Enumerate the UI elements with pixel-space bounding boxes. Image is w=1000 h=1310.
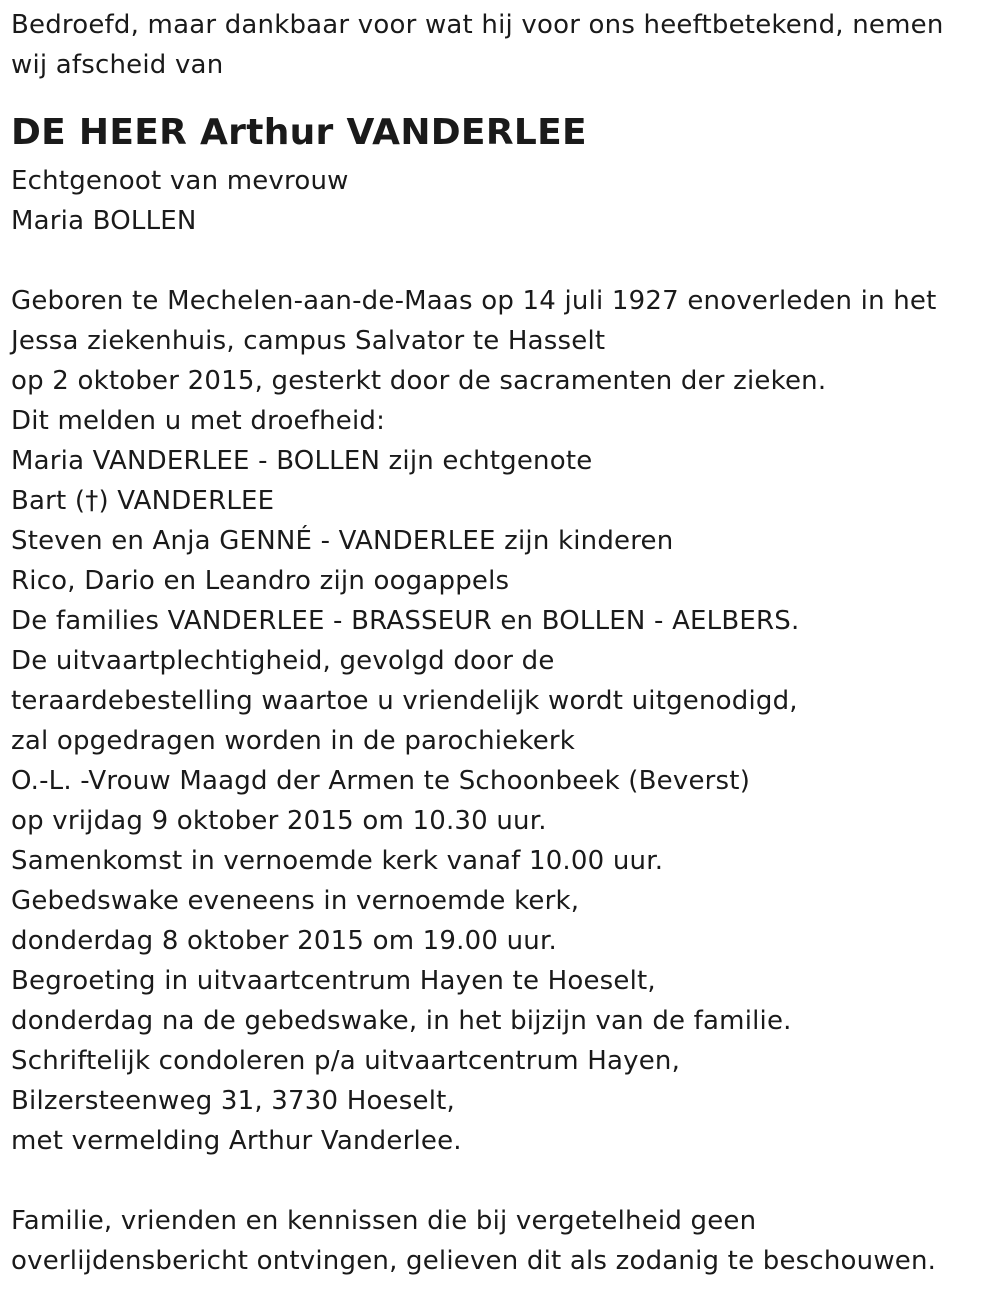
body-line: op vrijdag 9 oktober 2015 om 10.30 uur. — [11, 806, 547, 836]
body-line: Samenkomst in vernoemde kerk vanaf 10.00 uur. — [11, 846, 664, 876]
body-line: Jessa ziekenhuis, campus Salvator te Hasselt — [11, 326, 606, 356]
closing-line: overlijdensbericht ontvingen, gelieven dit als zodanig te beschouwen. — [11, 1246, 937, 1276]
closing-block — [11, 1201, 991, 1281]
body-line: De families VANDERLEE - BRASSEUR en BOLLEN - AELBERS. — [11, 606, 800, 636]
intro-block — [11, 5, 991, 85]
body-line: Rico, Dario en Leandro zijn oogappels — [11, 566, 510, 596]
body-line: donderdag 8 oktober 2015 om 19.00 uur. — [11, 926, 557, 956]
intro-line: wij afscheid van — [11, 50, 224, 80]
spouse-label: Echtgenoot van mevrouw — [11, 166, 349, 196]
body-line: op 2 oktober 2015, gesterkt door de sacramenten der zieken. — [11, 366, 827, 396]
deceased-name: DE HEER Arthur VANDERLEE — [11, 112, 587, 153]
spacer — [11, 241, 991, 281]
body-line: Bart (†) VANDERLEE — [11, 486, 275, 516]
body-block — [11, 281, 991, 1161]
body-line: Maria VANDERLEE - BOLLEN zijn echtgenote — [11, 446, 593, 476]
body-line: met vermelding Arthur Vanderlee. — [11, 1126, 462, 1156]
spouse-name: Maria BOLLEN — [11, 206, 197, 236]
body-line: Geboren te Mechelen-aan-de-Maas op 14 juli 1927 enoverleden in het — [11, 286, 937, 316]
body-line: De uitvaartplechtigheid, gevolgd door de — [11, 646, 555, 676]
body-line: Gebedswake eveneens in vernoemde kerk, — [11, 886, 580, 916]
deceased-block — [11, 109, 991, 241]
body-line: zal opgedragen worden in de parochiekerk — [11, 726, 576, 756]
body-line: Steven en Anja GENNÉ - VANDERLEE zijn kinderen — [11, 526, 674, 556]
body-line: teraardebestelling waartoe u vriendelijk wordt uitgenodigd, — [11, 686, 798, 716]
body-line: Schriftelijk condoleren p/a uitvaartcentrum Hayen, — [11, 1046, 681, 1076]
intro-line: Bedroefd, maar dankbaar voor wat hij voor ons heeftbetekend, nemen — [11, 10, 944, 40]
body-line: Bilzersteenweg 31, 3730 Hoeselt, — [11, 1086, 455, 1116]
death-notice — [11, 5, 991, 1281]
body-line: Begroeting in uitvaartcentrum Hayen te Hoeselt, — [11, 966, 656, 996]
body-line: O.-L. -Vrouw Maagd der Armen te Schoonbeek (Beverst) — [11, 766, 751, 796]
closing-line: Familie, vrienden en kennissen die bij vergetelheid geen — [11, 1206, 757, 1236]
body-line: Dit melden u met droefheid: — [11, 406, 386, 436]
body-line: donderdag na de gebedswake, in het bijzijn van de familie. — [11, 1006, 792, 1036]
spacer — [11, 1161, 991, 1201]
